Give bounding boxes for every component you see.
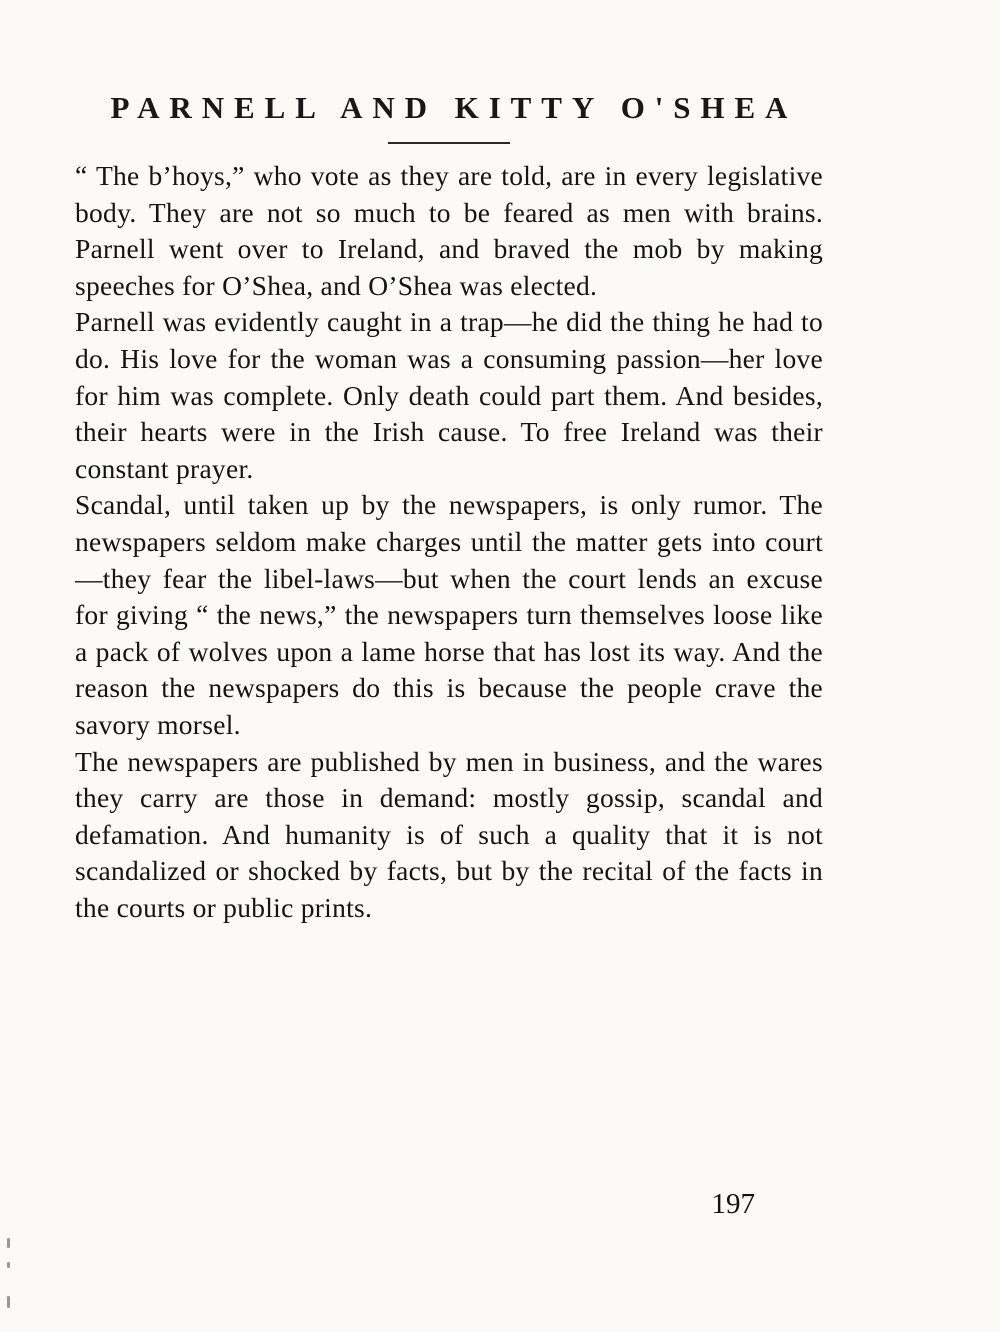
body-paragraph: “ The b’hoys,” who vote as they are told, are in every legislative body. They are not so much to be feared as men with brains. Parnell went over to Ireland, and braved the mob by making speeches for O’Shea, and O’Shea was elected. <box>75 160 823 301</box>
body-paragraph: Scandal, until taken up by the newspapers, is only rumor. The newspapers seldom make charges until the matter gets into court—they fear the libel-laws—but when the court lends an excuse for giving “ the news,” the newspapers turn themselves loose like a pack of wolves upon a lame horse that has lost its way. And the reason the newspapers do this is because the people crave the savory morsel. <box>75 489 823 740</box>
scan-artifact <box>7 1238 10 1248</box>
body-text <box>75 158 823 926</box>
scan-artifact <box>7 1296 10 1308</box>
scan-artifact <box>7 1262 10 1268</box>
body-paragraph: Parnell was evidently caught in a trap—he did the thing he had to do. His love for the woman was a consuming passion—her love for him was complete. Only death could part them. And besides, their hearts were in the Irish cause. To free Ireland was their constant prayer. <box>75 306 823 484</box>
page-number: 197 <box>711 1188 755 1220</box>
page-content <box>75 90 823 926</box>
title-divider <box>388 142 510 144</box>
page-title: PARNELL AND KITTY O'SHEA <box>110 90 798 125</box>
body-paragraph: The newspapers are published by men in business, and the wares they carry are those in demand: mostly gossip, scandal and defamation. And humanity is of such a quality that it is not scandalized or shocked by facts, but by the recital of the facts in the courts or public prints. <box>75 745 823 923</box>
